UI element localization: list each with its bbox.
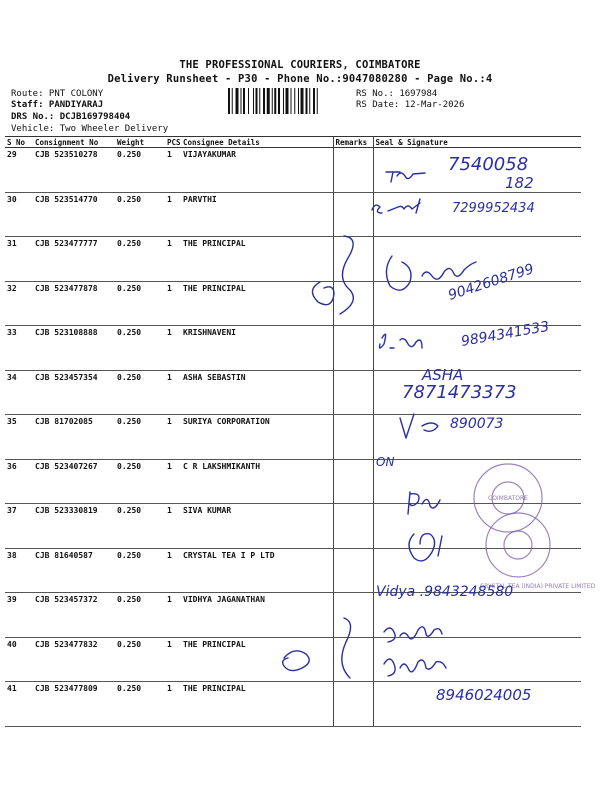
barcode-bar <box>317 88 318 114</box>
row-sno: 37 <box>5 504 33 549</box>
col-consignment: Consignment No <box>33 137 115 148</box>
barcode-bar <box>283 88 284 114</box>
phone-32: 9042608799 <box>446 261 536 304</box>
row-remarks <box>333 281 373 326</box>
row-remarks <box>333 370 373 415</box>
row-weight: 0.250 <box>115 504 165 549</box>
phone-34: 7871473373 <box>402 382 517 403</box>
row-consignment-no: CJB 523330819 <box>33 504 115 549</box>
row-consignee: VIDHYA JAGANATHAN <box>181 593 333 638</box>
row-consignee: CRYSTAL TEA I P LTD <box>181 548 333 593</box>
row-weight: 0.250 <box>115 370 165 415</box>
row-sno: 31 <box>5 237 33 282</box>
row-remarks <box>333 548 373 593</box>
row-pcs: 1 <box>165 593 181 638</box>
table-row <box>5 593 581 638</box>
barcode-bar <box>291 88 292 114</box>
row-remarks <box>333 593 373 638</box>
row-seal <box>373 326 581 371</box>
name-34: ASHA <box>422 366 464 384</box>
row-remarks <box>333 192 373 237</box>
row-consignment-no: CJB 523477777 <box>33 237 115 282</box>
col-consignee: Consignee Details <box>181 137 333 148</box>
row-consignment-no: CJB 523407267 <box>33 459 115 504</box>
row-remarks <box>333 148 373 193</box>
row-remarks <box>333 459 373 504</box>
barcode-bar <box>256 88 258 114</box>
table-row <box>5 192 581 237</box>
row-pcs: 1 <box>165 326 181 371</box>
phone-29: 7540058 <box>448 154 529 175</box>
barcode-bar <box>294 88 295 114</box>
barcode-bar <box>241 88 242 114</box>
barcode-bar <box>253 88 254 114</box>
col-weight: Weight <box>115 137 165 148</box>
row-consignment-no: CJB 523477809 <box>33 682 115 727</box>
col-remarks: Remarks <box>333 137 373 148</box>
row-consignee: C R LAKSHMIKANTH <box>181 459 333 504</box>
row-weight: 0.250 <box>115 459 165 504</box>
phone-30: 7299952434 <box>452 201 535 216</box>
seal-inner-text: COIMBATORE <box>488 495 528 502</box>
row-seal <box>373 237 581 282</box>
barcode-bar <box>309 88 310 114</box>
row-sno: 38 <box>5 548 33 593</box>
row-seal <box>373 637 581 682</box>
seal-outer-text: CRYSTAL TEA (INDIA) PRIVATE LIMITED <box>480 583 596 590</box>
row-seal <box>373 148 581 193</box>
row-sno: 34 <box>5 370 33 415</box>
row-pcs: 1 <box>165 459 181 504</box>
table-row <box>5 326 581 371</box>
note-36: ON <box>376 455 395 469</box>
runsheet-subtitle: Delivery Runsheet - P30 - Phone No.:9047080280 - Page No.:4 <box>107 73 493 85</box>
row-remarks <box>333 682 373 727</box>
row-seal <box>373 593 581 638</box>
rs-date: RS Date: 12-Mar-2026 <box>356 100 465 110</box>
row-weight: 0.250 <box>115 192 165 237</box>
table-row <box>5 370 581 415</box>
row-weight: 0.250 <box>115 148 165 193</box>
barcode-bar <box>243 88 245 114</box>
table-row <box>5 504 581 549</box>
row-remarks <box>333 504 373 549</box>
row-consignee: THE PRINCIPAL <box>181 637 333 682</box>
row-pcs: 1 <box>165 415 181 460</box>
barcode-bar <box>274 88 276 114</box>
table-row <box>5 237 581 282</box>
phone-33: 9894341533 <box>459 318 551 350</box>
row-seal <box>373 192 581 237</box>
row-sno: 35 <box>5 415 33 460</box>
row-sno: 32 <box>5 281 33 326</box>
row-consignee: VIJAYAKUMAR <box>181 148 333 193</box>
col-sno: S No <box>5 137 33 148</box>
barcode-bar <box>306 88 308 114</box>
row-pcs: 1 <box>165 148 181 193</box>
route-label: Route: PNT COLONY <box>11 89 104 99</box>
row-pcs: 1 <box>165 281 181 326</box>
runsheet-table <box>5 136 581 727</box>
barcode-bar <box>286 88 289 114</box>
row-consignment-no: CJB 523457354 <box>33 370 115 415</box>
row-weight: 0.250 <box>115 548 165 593</box>
row-sno: 29 <box>5 148 33 193</box>
row-consignee: THE PRINCIPAL <box>181 682 333 727</box>
row-weight: 0.250 <box>115 237 165 282</box>
row-pcs: 1 <box>165 682 181 727</box>
table-header-row <box>5 137 581 148</box>
row-sno: 36 <box>5 459 33 504</box>
row-consignment-no: CJB 523477878 <box>33 281 115 326</box>
table-row <box>5 637 581 682</box>
row-weight: 0.250 <box>115 415 165 460</box>
row-consignee: THE PRINCIPAL <box>181 237 333 282</box>
table-row <box>5 148 581 193</box>
barcode-bar <box>298 88 299 114</box>
company-title: THE PROFESSIONAL COURIERS, COIMBATORE <box>179 59 421 71</box>
phone-41: 8946024005 <box>436 686 532 704</box>
row-weight: 0.250 <box>115 326 165 371</box>
row-sno: 40 <box>5 637 33 682</box>
row-weight: 0.250 <box>115 281 165 326</box>
barcode-image <box>226 88 354 114</box>
row-consignee: ASHA SEBASTIN <box>181 370 333 415</box>
row-consignee: SURIYA CORPORATION <box>181 415 333 460</box>
row-seal <box>373 548 581 593</box>
barcode-bar <box>259 88 260 114</box>
row-seal <box>373 504 581 549</box>
row-consignee: KRISHNAVENI <box>181 326 333 371</box>
row-weight: 0.250 <box>115 593 165 638</box>
row-remarks <box>333 237 373 282</box>
row-consignee: PARVTHI <box>181 192 333 237</box>
phone-39: Vidya .9843248580 <box>376 584 514 600</box>
barcode-bar <box>232 88 233 114</box>
row-sno: 39 <box>5 593 33 638</box>
row-pcs: 1 <box>165 637 181 682</box>
row-remarks <box>333 415 373 460</box>
row-seal <box>373 459 581 504</box>
row-seal <box>373 281 581 326</box>
row-seal <box>373 682 581 727</box>
row-consignment-no: CJB 523510278 <box>33 148 115 193</box>
row-consignment-no: CJB 523477832 <box>33 637 115 682</box>
row-weight: 0.250 <box>115 637 165 682</box>
row-pcs: 1 <box>165 237 181 282</box>
barcode-bar <box>267 88 270 114</box>
row-sno: 30 <box>5 192 33 237</box>
row-consignment-no: CJB 81640587 <box>33 548 115 593</box>
col-seal: Seal & Signature <box>373 137 581 148</box>
row-remarks <box>333 326 373 371</box>
row-seal <box>373 415 581 460</box>
row-seal <box>373 370 581 415</box>
col-pcs: PCS <box>167 137 181 147</box>
staff-label: Staff: PANDIYARAJ <box>11 100 104 110</box>
row-sno: 41 <box>5 682 33 727</box>
table-row <box>5 682 581 727</box>
barcode-bar <box>313 88 315 114</box>
row-consignment-no: CJB 81702085 <box>33 415 115 460</box>
rs-number: RS No.: 1697984 <box>356 89 438 99</box>
note-29: 182 <box>505 174 534 192</box>
barcode-bar <box>278 88 280 114</box>
row-pcs: 1 <box>165 548 181 593</box>
row-consignment-no: CJB 523108888 <box>33 326 115 371</box>
row-consignee: THE PRINCIPAL <box>181 281 333 326</box>
barcode-bar <box>301 88 304 114</box>
row-weight: 0.250 <box>115 682 165 727</box>
barcode-bar <box>272 88 273 114</box>
drs-number: DRS No.: DCJB169798404 <box>11 112 131 122</box>
row-sno: 33 <box>5 326 33 371</box>
row-consignment-no: CJB 523457372 <box>33 593 115 638</box>
row-pcs: 1 <box>165 192 181 237</box>
barcode-bar <box>263 88 265 114</box>
row-pcs: 1 <box>165 370 181 415</box>
table-row <box>5 459 581 504</box>
vehicle-label: Vehicle: Two Wheeler Delivery <box>11 124 169 134</box>
table-row <box>5 415 581 460</box>
barcode-bar <box>248 88 249 114</box>
table-row <box>5 281 581 326</box>
row-consignment-no: CJB 523514770 <box>33 192 115 237</box>
phone-35: 890073 <box>450 416 504 432</box>
row-consignee: SIVA KUMAR <box>181 504 333 549</box>
table-row <box>5 548 581 593</box>
row-remarks <box>333 637 373 682</box>
row-pcs: 1 <box>165 504 181 549</box>
barcode-bar <box>236 88 239 114</box>
barcode-bar <box>228 88 230 114</box>
